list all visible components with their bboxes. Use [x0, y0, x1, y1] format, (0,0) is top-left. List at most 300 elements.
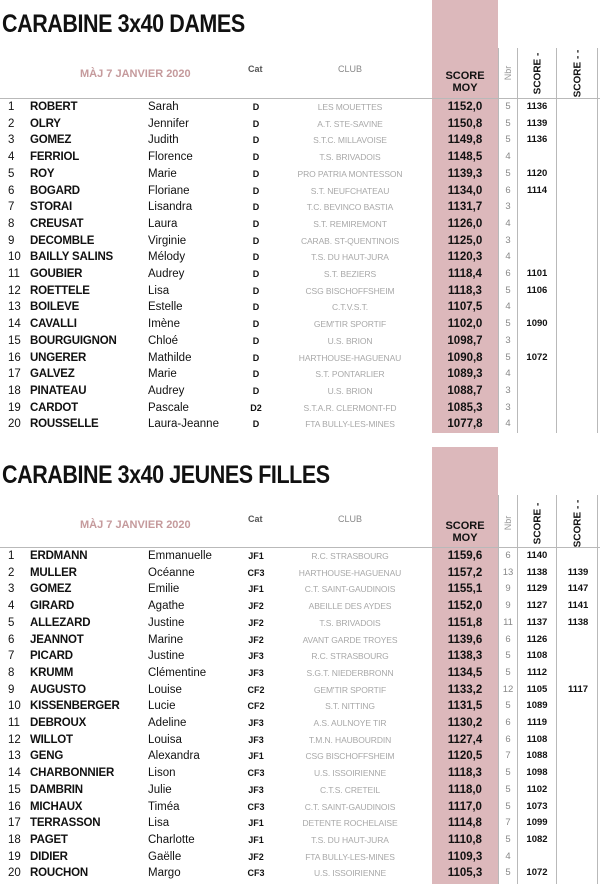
- club-cell: S.T. NITTING: [325, 701, 375, 712]
- rank-cell: 14: [8, 767, 21, 780]
- table-row: [0, 199, 600, 216]
- club-cell: ABEILLE DES AYDES: [308, 601, 392, 612]
- club-cell: T.S. DU HAUT-JURA: [311, 252, 389, 263]
- rank-cell: 13: [8, 301, 21, 314]
- first-name-cell: Timéa: [148, 800, 180, 813]
- nbr-cell: 5: [505, 833, 511, 845]
- first-name-cell: Audrey: [148, 268, 185, 280]
- category-cell: D: [252, 218, 260, 229]
- club-cell: S.T.A.R. CLERMONT-FD: [303, 402, 397, 413]
- first-name-cell: Marie: [148, 368, 177, 381]
- score-moy-cell: 1138,3: [447, 650, 483, 663]
- header-club: CLUB: [338, 514, 363, 524]
- score-moy-cell: 1118,3: [448, 284, 482, 297]
- last-name-cell: MULLER: [30, 566, 77, 579]
- table-row: [0, 383, 600, 400]
- nbr-cell: 4: [505, 251, 511, 263]
- table-row: [0, 799, 600, 816]
- score-1-cell: 1102: [526, 783, 548, 795]
- rank-cell: 12: [8, 733, 21, 746]
- last-name-cell: WILLOT: [30, 733, 73, 746]
- category-cell: D: [252, 235, 260, 246]
- rank-cell: 14: [8, 318, 21, 331]
- nbr-cell: 4: [505, 217, 511, 229]
- first-name-cell: Lisandra: [148, 201, 193, 214]
- score-1-cell: 1137: [526, 616, 548, 628]
- score-moy-cell: 1102,0: [447, 318, 483, 331]
- last-name-cell: UNGERER: [30, 351, 87, 364]
- rank-cell: 15: [8, 783, 21, 796]
- score-2-cell: 1147: [567, 583, 589, 595]
- score-2-cell: 1117: [567, 683, 589, 695]
- category-cell: CF2: [247, 684, 265, 695]
- last-name-cell: CAVALLI: [30, 318, 77, 331]
- score-1-cell: 1136: [526, 101, 548, 112]
- nbr-cell: 5: [505, 783, 511, 795]
- club-cell: T.S. DU HAUT-JURA: [311, 834, 389, 845]
- nbr-cell: 5: [505, 666, 511, 678]
- nbr-cell: 7: [505, 750, 511, 762]
- category-cell: JF2: [248, 851, 264, 862]
- score-moy-cell: 1159,6: [447, 550, 483, 562]
- last-name-cell: TERRASSON: [30, 817, 101, 830]
- first-name-cell: Jennifer: [148, 117, 189, 130]
- club-cell: HARTHOUSE-HAGUENAU: [298, 567, 402, 578]
- score-moy-cell: 1127,4: [447, 733, 483, 746]
- last-name-cell: GIRARD: [30, 600, 75, 613]
- rank-cell: 19: [8, 850, 21, 863]
- club-cell: C.T. SAINT-GAUDINOIS: [304, 584, 396, 595]
- first-name-cell: Laura-Jeanne: [148, 418, 219, 431]
- nbr-cell: 6: [505, 268, 511, 279]
- score-moy-cell: 1152,0: [447, 600, 483, 613]
- category-cell: D: [252, 319, 260, 330]
- score-moy-cell: 1152,0: [447, 101, 483, 113]
- category-cell: JF1: [248, 818, 264, 829]
- table-row: [0, 548, 600, 565]
- table-row: [0, 598, 600, 615]
- score-moy-cell: 1120,5: [447, 750, 483, 763]
- score-2-cell: 1138: [567, 616, 589, 628]
- rank-cell: 16: [8, 351, 21, 364]
- category-cell: CF3: [247, 567, 265, 578]
- last-name-cell: GOMEZ: [30, 134, 72, 147]
- header-cat: Cat: [248, 514, 263, 524]
- category-cell: D: [252, 302, 260, 313]
- rank-cell: 17: [8, 817, 21, 830]
- rank-cell: 3: [8, 583, 15, 596]
- score-moy-cell: 1105,3: [447, 867, 483, 880]
- club-cell: U.S. ISSOIRIENNE: [313, 868, 387, 879]
- last-name-cell: DAMBRIN: [30, 783, 83, 796]
- category-cell: D: [252, 135, 260, 146]
- last-name-cell: BOGARD: [30, 184, 80, 197]
- score-moy-cell: 1089,3: [447, 368, 483, 381]
- score-moy-cell: 1117,0: [448, 800, 482, 813]
- score-1-cell: 1140: [526, 550, 548, 561]
- club-cell: GEM'TIR SPORTIF: [313, 684, 387, 695]
- club-cell: T.M.N. HAUBOURDIN: [308, 734, 392, 745]
- category-cell: JF3: [248, 734, 264, 745]
- nbr-cell: 12: [502, 683, 514, 695]
- score-moy-cell: 1149,8: [447, 134, 483, 147]
- last-name-cell: CARDOT: [30, 401, 78, 414]
- club-cell: CSG BISCHOFFSHEIM: [305, 751, 395, 762]
- score-1-cell: 1082: [526, 833, 548, 845]
- category-cell: JF3: [248, 651, 264, 662]
- category-cell: D: [252, 352, 260, 363]
- club-cell: CARAB. ST-QUENTINOIS: [300, 235, 400, 246]
- club-cell: S.T.C. MILLAVOISE: [313, 135, 387, 146]
- score-1-cell: 1108: [526, 650, 548, 662]
- score-moy-cell: 1085,3: [447, 401, 483, 414]
- nbr-cell: 7: [505, 817, 511, 829]
- first-name-cell: Julie: [148, 783, 172, 796]
- score-1-cell: 1112: [526, 666, 548, 678]
- first-name-cell: Marine: [148, 633, 184, 646]
- score-moy-cell: 1131,7: [447, 201, 483, 214]
- first-name-cell: Virginie: [148, 234, 187, 247]
- first-name-cell: Mathilde: [148, 351, 192, 364]
- first-name-cell: Justine: [148, 650, 185, 663]
- first-name-cell: Judith: [148, 134, 179, 147]
- table-row: [0, 299, 600, 316]
- table-row: [0, 581, 600, 598]
- score-1-cell: 1072: [526, 867, 548, 879]
- nbr-cell: 5: [505, 700, 511, 712]
- first-name-cell: Laura: [148, 217, 178, 230]
- category-cell: D: [252, 168, 260, 179]
- nbr-cell: 5: [505, 800, 511, 812]
- club-cell: U.S. BRION: [327, 385, 373, 396]
- first-name-cell: Floriane: [148, 184, 190, 197]
- score-1-cell: 1126: [526, 633, 548, 645]
- last-name-cell: ROUSSELLE: [30, 418, 99, 431]
- club-cell: PRO PATRIA MONTESSON: [297, 168, 403, 179]
- score-1-cell: 1088: [526, 750, 548, 762]
- rank-cell: 10: [8, 251, 21, 264]
- rank-cell: 7: [8, 201, 15, 214]
- first-name-cell: Lison: [148, 767, 176, 780]
- nbr-cell: 5: [505, 650, 511, 662]
- club-cell: U.S. BRION: [327, 335, 373, 346]
- score-1-cell: 1099: [526, 817, 548, 829]
- last-name-cell: GOMEZ: [30, 583, 72, 596]
- table-row: [0, 682, 600, 699]
- category-cell: CF3: [247, 868, 265, 879]
- category-cell: JF1: [248, 551, 264, 561]
- nbr-cell: 6: [505, 184, 511, 196]
- first-name-cell: Margo: [148, 867, 181, 880]
- first-name-cell: Lisa: [148, 284, 170, 297]
- table-row: [0, 782, 600, 799]
- first-name-cell: Louise: [148, 683, 182, 696]
- category-cell: JF3: [248, 667, 264, 678]
- table-row: [0, 183, 600, 200]
- nbr-cell: 9: [505, 600, 511, 612]
- nbr-cell: 5: [505, 284, 511, 296]
- score-2-cell: 1141: [567, 600, 589, 612]
- score-moy-cell: 1150,8: [447, 117, 483, 130]
- table-row: [0, 249, 600, 266]
- last-name-cell: STORAI: [30, 201, 73, 214]
- first-name-cell: Adeline: [148, 717, 187, 729]
- first-name-cell: Lisa: [148, 817, 170, 830]
- last-name-cell: MICHAUX: [30, 800, 83, 813]
- rank-cell: 9: [8, 683, 15, 696]
- nbr-cell: 4: [505, 418, 511, 430]
- score-moy-cell: 1134,0: [447, 184, 483, 197]
- section-jeunes-filles: [0, 447, 600, 889]
- last-name-cell: CREUSAT: [30, 217, 84, 230]
- rank-cell: 8: [8, 666, 15, 679]
- rank-cell: 18: [8, 384, 21, 397]
- score-moy-cell: 1088,7: [447, 384, 483, 397]
- rank-cell: 1: [8, 101, 15, 113]
- category-cell: JF3: [248, 784, 264, 795]
- score-moy-cell: 1139,6: [447, 633, 483, 646]
- table-row: [0, 416, 600, 433]
- nbr-cell: 3: [505, 234, 511, 246]
- rank-cell: 9: [8, 234, 15, 247]
- last-name-cell: DIDIER: [30, 850, 68, 863]
- score-1-cell: 1073: [526, 800, 548, 812]
- rank-cell: 6: [8, 633, 15, 646]
- table-row: [0, 316, 600, 333]
- table-row: [0, 132, 600, 149]
- table-row: [0, 748, 600, 765]
- nbr-cell: 4: [505, 850, 511, 862]
- table-row: [0, 99, 600, 116]
- header-nbr: Nbr: [503, 515, 513, 531]
- club-cell: C.T. SAINT-GAUDINOIS: [304, 801, 396, 812]
- club-cell: A.S. AULNOYE TIR: [313, 718, 387, 728]
- update-date: MÀJ 7 JANVIER 2020: [80, 519, 191, 531]
- header-score-1: SCORE -: [532, 502, 544, 545]
- club-cell: FTA BULLY-LES-MINES: [305, 419, 395, 430]
- first-name-cell: Agathe: [148, 600, 185, 613]
- last-name-cell: ROETTELE: [30, 284, 90, 297]
- score-moy-cell: 1155,1: [447, 583, 483, 596]
- table-row: [0, 366, 600, 383]
- table-row: [0, 698, 600, 715]
- category-cell: JF2: [248, 634, 264, 645]
- score-moy-cell: 1130,2: [447, 717, 483, 729]
- score-moy-cell: 1133,2: [447, 683, 483, 696]
- header-cat: Cat: [248, 64, 263, 74]
- score-1-cell: 1105: [526, 683, 548, 695]
- score-moy-cell: 1114,8: [448, 817, 482, 830]
- club-cell: FTA BULLY-LES-MINES: [305, 851, 395, 862]
- score-1-cell: 1127: [526, 600, 548, 612]
- table-row: [0, 216, 600, 233]
- category-cell: JF3: [248, 718, 264, 728]
- category-cell: JF2: [248, 601, 264, 612]
- category-cell: D: [252, 152, 260, 163]
- club-cell: R.C. STRASBOURG: [311, 651, 389, 662]
- club-cell: HARTHOUSE-HAGUENAU: [298, 352, 402, 363]
- category-cell: D: [252, 285, 260, 296]
- last-name-cell: DEBROUX: [30, 717, 87, 729]
- nbr-cell: 5: [505, 318, 511, 330]
- table-row: [0, 283, 600, 300]
- club-cell: LES MOUETTES: [317, 102, 383, 112]
- last-name-cell: ROBERT: [30, 101, 78, 113]
- table-row: [0, 815, 600, 832]
- last-name-cell: BOURGUIGNON: [30, 334, 117, 347]
- first-name-cell: Lucie: [148, 700, 176, 713]
- rank-cell: 7: [8, 650, 15, 663]
- score-1-cell: 1108: [526, 733, 548, 745]
- rank-cell: 17: [8, 368, 21, 381]
- nbr-cell: 6: [505, 717, 511, 728]
- score-moy-cell: 1118,4: [448, 268, 482, 280]
- last-name-cell: GOUBIER: [30, 268, 83, 280]
- first-name-cell: Audrey: [148, 384, 185, 397]
- nbr-cell: 6: [505, 550, 511, 561]
- last-name-cell: FERRIOL: [30, 151, 80, 164]
- first-name-cell: Chloé: [148, 334, 179, 347]
- score-moy-cell: 1125,0: [447, 234, 483, 247]
- table-row: [0, 565, 600, 582]
- first-name-cell: Gaëlle: [148, 850, 182, 863]
- score-1-cell: 1114: [526, 184, 548, 196]
- last-name-cell: BOILEVE: [30, 301, 80, 314]
- table-row: [0, 350, 600, 367]
- nbr-cell: 3: [505, 401, 511, 413]
- nbr-cell: 5: [505, 867, 511, 879]
- club-cell: S.T. NEUFCHATEAU: [310, 185, 390, 196]
- category-cell: CF2: [247, 701, 265, 712]
- last-name-cell: BAILLY SALINS: [30, 251, 114, 264]
- score-moy-cell: 1118,3: [448, 767, 482, 780]
- score-1-cell: 1072: [526, 351, 548, 363]
- club-cell: CSG BISCHOFFSHEIM: [305, 285, 395, 296]
- club-cell: AVANT GARDE TROYES: [302, 634, 398, 645]
- category-cell: D: [252, 202, 260, 213]
- last-name-cell: JEANNOT: [30, 633, 84, 646]
- category-cell: JF1: [248, 834, 264, 845]
- last-name-cell: AUGUSTO: [30, 683, 86, 696]
- score-moy-cell: 1090,8: [447, 351, 483, 364]
- rank-cell: 20: [8, 418, 21, 431]
- table-row: [0, 333, 600, 350]
- category-cell: D: [252, 185, 260, 196]
- first-name-cell: Louisa: [148, 733, 182, 746]
- rank-cell: 10: [8, 700, 21, 713]
- score-moy-cell: 1110,8: [448, 833, 482, 846]
- rank-cell: 1: [8, 550, 15, 562]
- first-name-cell: Justine: [148, 616, 185, 629]
- section-title: CARABINE 3x40 JEUNES FILLES: [2, 461, 330, 489]
- first-name-cell: Marie: [148, 167, 177, 180]
- nbr-cell: 4: [505, 368, 511, 380]
- score-moy-cell: 1126,0: [447, 217, 483, 230]
- nbr-cell: 5: [505, 117, 511, 129]
- category-cell: D: [252, 419, 260, 430]
- score-1-cell: 1136: [526, 134, 548, 146]
- rank-cell: 19: [8, 401, 21, 414]
- table-row: [0, 233, 600, 250]
- header-score-2: SCORE - -: [572, 49, 584, 98]
- score-moy-cell: 1077,8: [447, 418, 483, 431]
- club-cell: R.C. STRASBOURG: [311, 551, 389, 561]
- first-name-cell: Alexandra: [148, 750, 200, 763]
- category-cell: JF1: [248, 584, 264, 595]
- score-moy-cell: 1118,0: [448, 783, 482, 796]
- first-name-cell: Imène: [148, 318, 180, 331]
- table-row: [0, 865, 600, 882]
- nbr-cell: 3: [505, 201, 511, 213]
- category-cell: D: [252, 102, 260, 112]
- table-row: [0, 665, 600, 682]
- score-moy-cell: 1139,3: [447, 167, 483, 180]
- table-row: [0, 832, 600, 849]
- table-row: [0, 765, 600, 782]
- table-row: [0, 732, 600, 749]
- score-1-cell: 1101: [526, 268, 548, 279]
- score-1-cell: 1119: [526, 717, 548, 728]
- first-name-cell: Estelle: [148, 301, 183, 314]
- score-1-cell: 1138: [526, 566, 548, 578]
- category-cell: JF1: [248, 751, 264, 762]
- rank-cell: 12: [8, 284, 21, 297]
- club-cell: S.T. REMIREMONT: [313, 218, 387, 229]
- category-cell: D: [252, 385, 260, 396]
- club-cell: A.T. STE-SAVINE: [317, 118, 383, 129]
- table-row: [0, 715, 600, 732]
- nbr-cell: 4: [505, 151, 511, 163]
- last-name-cell: ROUCHON: [30, 867, 89, 880]
- score-moy-cell: 1120,3: [447, 251, 483, 264]
- nbr-cell: 3: [505, 384, 511, 396]
- update-date: MÀJ 7 JANVIER 2020: [80, 68, 191, 80]
- first-name-cell: Charlotte: [148, 833, 195, 846]
- nbr-cell: 5: [505, 101, 511, 112]
- nbr-cell: 5: [505, 351, 511, 363]
- club-cell: DETENTE ROCHELAISE: [302, 818, 398, 829]
- club-cell: U.S. ISSOIRIENNE: [313, 768, 387, 779]
- score-moy-cell: 1107,5: [447, 301, 483, 314]
- section-title: CARABINE 3x40 DAMES: [2, 10, 245, 38]
- nbr-cell: 5: [505, 167, 511, 179]
- score-1-cell: 1106: [526, 284, 548, 296]
- score-1-cell: 1139: [526, 117, 548, 129]
- rank-cell: 8: [8, 217, 15, 230]
- rank-cell: 11: [8, 717, 20, 729]
- score-moy-cell: 1109,3: [447, 850, 483, 863]
- last-name-cell: PINATEAU: [30, 384, 87, 397]
- header-score-moy: SCORE MOY: [445, 520, 485, 544]
- score-1-cell: 1098: [526, 767, 548, 779]
- table-row: [0, 849, 600, 866]
- section-dames: [0, 0, 600, 440]
- club-cell: GEM'TIR SPORTIF: [313, 319, 387, 330]
- header-score-1: SCORE -: [532, 52, 544, 95]
- club-cell: C.T.V.S.T.: [331, 302, 368, 313]
- nbr-cell: 3: [505, 334, 511, 346]
- nbr-cell: 11: [503, 616, 513, 628]
- last-name-cell: GENG: [30, 750, 64, 763]
- first-name-cell: Florence: [148, 151, 193, 164]
- rank-cell: 15: [8, 334, 21, 347]
- last-name-cell: GALVEZ: [30, 368, 75, 381]
- last-name-cell: KISSENBERGER: [30, 700, 120, 713]
- category-cell: CF3: [247, 768, 265, 779]
- category-cell: CF3: [247, 801, 265, 812]
- club-cell: C.T.S. CRETEIL: [319, 784, 380, 795]
- last-name-cell: ALLEZARD: [30, 616, 91, 629]
